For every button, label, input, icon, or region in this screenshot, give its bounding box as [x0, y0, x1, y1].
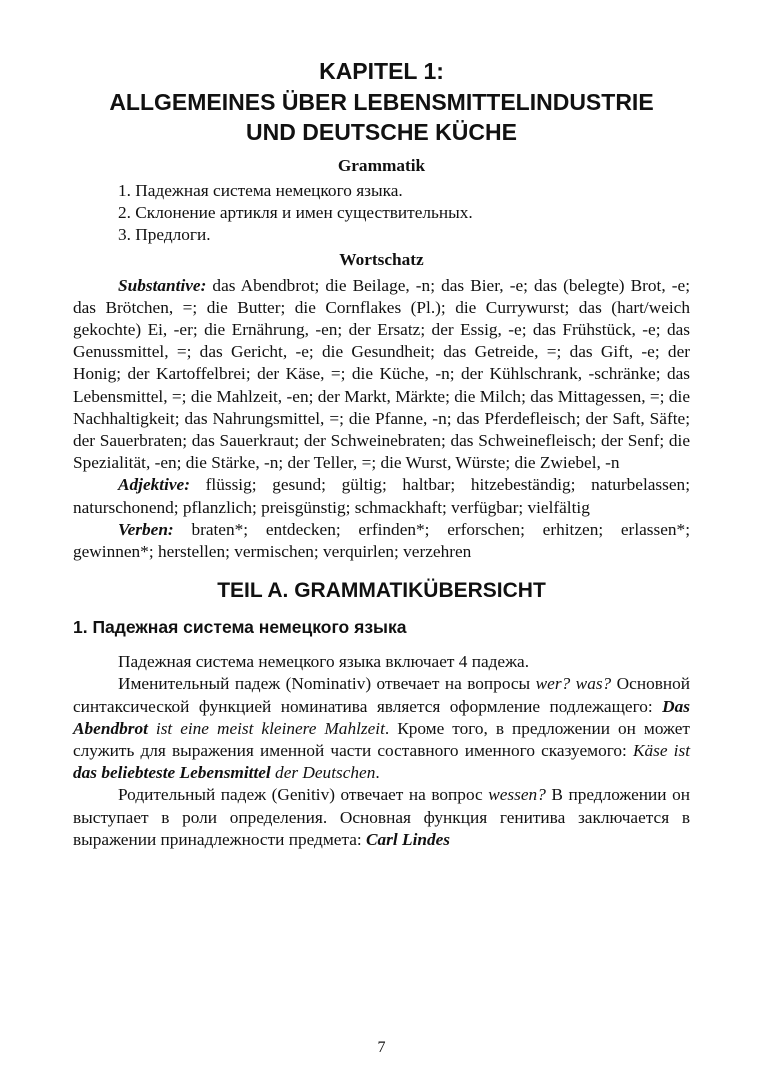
grammatik-list — [118, 180, 690, 247]
wortschatz-substantive — [73, 275, 690, 475]
text-run: В предложении он выступает в роли определения. Основная функция генитива заключается в выражении принадлежности предмета: — [73, 785, 690, 849]
wortschatz-verben — [73, 519, 690, 563]
italic-run: wer? was? — [535, 674, 612, 694]
text-run: Именительный падеж (Nominativ) отвечает на вопросы — [118, 674, 536, 694]
page-number: 7 — [377, 1039, 386, 1056]
chapter-title-line-3: UND DEUTSCHE KÜCHE — [246, 119, 517, 145]
chapter-title-line-2: ALLGEMEINES ÜBER LEBENSMITTELINDUSTRIE — [109, 88, 654, 115]
paragraph-2 — [73, 673, 690, 784]
grammatik-item-3: 3. Предлоги. — [118, 225, 211, 245]
verben-text: braten*; entdecken; erfinden*; erforschen; erhitzen; erlassen*; gewinnen*; herstellen; vermischen; verquirlen; verzehren — [73, 519, 690, 561]
substantive-label: Substantive: — [118, 275, 207, 295]
verben-label: Verben: — [118, 519, 174, 539]
text-run: Основной синтаксической функцией номинатива является оформление подлежащего: — [73, 674, 691, 716]
chapter-title — [73, 56, 690, 148]
bold-italic-run: Das Abendbrot — [73, 696, 690, 738]
page-content — [73, 56, 690, 851]
paragraph-1: Падежная система немецкого языка включает 4 падежа. — [118, 652, 530, 672]
adjektive-text: flüssig; gesund; gültig; haltbar; hitzebeständig; naturbelassen; naturschonend; pflanzlich; preisgünstig; schmackhaft; verfügbar; vielfältig — [73, 475, 690, 517]
bold-italic-run: Carl Lindes — [366, 829, 451, 849]
text-run: . Кроме того, в предложении он может служить для выражения именной части составного именного сказуемого: — [73, 718, 690, 760]
grammatik-heading: Grammatik — [337, 155, 426, 175]
grammatik-item-2: 2. Склонение артикля и имен существительных. — [118, 202, 473, 222]
italic-run: wessen? — [488, 785, 546, 805]
grammatik-item-1: 1. Падежная система немецкого языка. — [118, 180, 403, 200]
substantive-text: das Abendbrot; die Beilage, -n; das Bier, -e; das (belegte) Brot, -e; das Brötchen, =; die Butter; die Cornflakes (Pl.); die Currywurst; das (hart/weich gekochte) Ei, -er; die Ernährung, -en; der Ersatz; der Essig, -e; das Frühstück, -e; das Genussmittel, =; das Gericht, -e; die Gesundheit; das Getreide, =; das Gift, -e; der Honig; der Kartoffelbrei; der Käse, =; die Küche, -n; der Kühlschrank, -schränke; das Lebensmittel, =; die Mahlzeit, -en; der Markt, Märkte; die Milch; das Mittagessen, =; die Nachhaltigkeit; das Nahrungsmittel, =; die Pfanne, -n; das Pferdefleisch; der Saft, Säfte; der Sauerbraten; das Sauerkraut; der Schweinebraten; das Schweinefleisch; der Senf; die Spezialität, -en; die Stärke, -n; der Teller, =; die Wurst, Würste; die Zwiebel, -n — [73, 275, 690, 473]
wortschatz-heading: Wortschatz — [339, 250, 424, 270]
wortschatz-adjektive — [73, 474, 690, 518]
text-run: Родительный падеж (Genitiv) отвечает на вопрос — [118, 785, 489, 805]
adjektive-label: Adjektive: — [118, 475, 190, 495]
chapter-title-line-1: KAPITEL 1: — [319, 58, 444, 84]
italic-run: ist eine meist kleinere Mahlzeit — [147, 718, 385, 738]
bold-italic-run: das beliebteste Lebensmittel — [73, 763, 271, 783]
section-heading: 1. Падежная система немецкого языка — [73, 617, 407, 638]
paragraph-3 — [73, 784, 690, 851]
teil-heading: TEIL A. GRAMMATIKÜBERSICHT — [217, 579, 546, 603]
italic-run: Käse ist — [632, 740, 690, 760]
text-run: . — [375, 763, 380, 783]
italic-run: der Deutschen — [270, 763, 376, 783]
